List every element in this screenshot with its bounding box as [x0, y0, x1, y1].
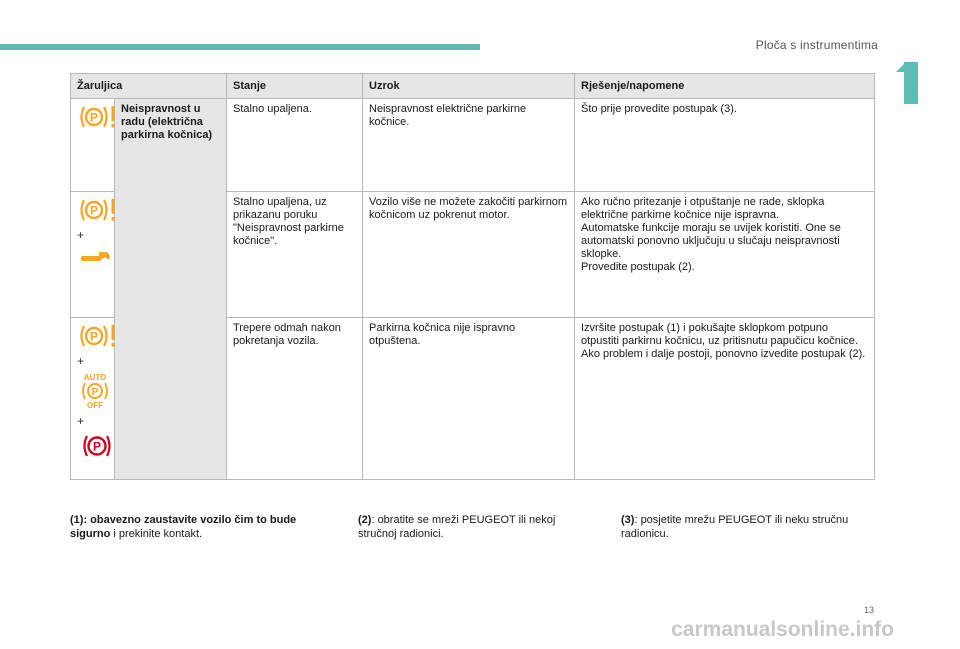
row1-solution: Što prije provedite postupak (3).: [575, 99, 875, 192]
page-number: 13: [863, 605, 874, 615]
parking-brake-fault-icon: [77, 103, 117, 131]
row1-cause: Neispravnost električne parkirne kočnice.: [363, 99, 575, 192]
row2-solution: Ako ručno pritezanje i otpuštanje ne rade, sklopka električne parkirne kočnice nije ispravna. Automatske funkcije moraju se uvijek koristiti. One se automatski ponovno uključuju u slučaju neispravnosti sklopke. Provedite postupak (2).: [575, 192, 875, 318]
row1-icons: [71, 99, 115, 192]
column-header-state: Stanje: [227, 74, 363, 99]
parking-brake-fault-icon: [77, 322, 117, 350]
column-header-solution: Rješenje/napomene: [575, 74, 875, 99]
svg-text:P: P: [89, 110, 99, 125]
section-title: Ploča s instrumentima: [755, 38, 878, 52]
svg-text:P: P: [91, 387, 99, 398]
row2-icons: [71, 192, 115, 318]
footnote-3: (3): posjetite mrežu PEUGEOT ili neku stručnu radionicu.: [621, 514, 849, 540]
parking-brake-fault-icon: [77, 196, 117, 224]
wrench-icon: [77, 246, 113, 270]
fault-name: Neispravnost u radu (električna parkirna kočnica): [115, 99, 227, 480]
column-header-cause: Uzrok: [363, 74, 575, 99]
chapter-number-marker: [896, 62, 918, 104]
svg-text:P: P: [92, 439, 102, 454]
plus-sign: +: [77, 354, 85, 368]
column-header-light: Žaruljica: [71, 74, 227, 99]
plus-sign: +: [77, 228, 85, 242]
auto-off-parking-icon: [77, 372, 113, 410]
watermark: carmanualsonline.info: [671, 618, 894, 641]
svg-text:P: P: [89, 329, 99, 344]
row3-cause: Parkirna kočnica nije ispravno otpuštena.: [363, 318, 575, 480]
footnote-1: (1): obavezno zaustavite vozilo čim to bude sigurno i prekinite kontakt.: [70, 514, 297, 540]
row1-state: Stalno upaljena.: [227, 99, 363, 192]
row3-solution: Izvršite postupak (1) i pokušajte sklopkom potpuno otpustiti parkirnu kočnicu, uz pritisnutu papučicu kočnice. Ako problem i dalje postoji, ponovno izvedite postupak (2).: [575, 318, 875, 480]
header-accent-bar: [0, 44, 480, 50]
svg-text:AUTO: AUTO: [83, 373, 107, 382]
plus-sign: +: [77, 414, 85, 428]
footnote-2: (2): obratite se mreži PEUGEOT ili nekoj stručnoj radionici.: [358, 514, 556, 540]
table-row: [71, 99, 875, 192]
row3-icons: [71, 318, 115, 480]
svg-text:P: P: [89, 203, 99, 218]
warning-lights-table: [70, 73, 875, 480]
parking-brake-icon: [77, 432, 117, 460]
row3-state: Trepere odmah nakon pokretanja vozila.: [227, 318, 363, 480]
row2-cause: Vozilo više ne možete zakočiti parkirnom kočnicom uz pokrenut motor.: [363, 192, 575, 318]
table-header-row: [71, 74, 875, 99]
svg-text:OFF: OFF: [87, 401, 103, 410]
row2-state: Stalno upaljena, uz prikazanu poruku "Neispravnost parkirne kočnice".: [227, 192, 363, 318]
